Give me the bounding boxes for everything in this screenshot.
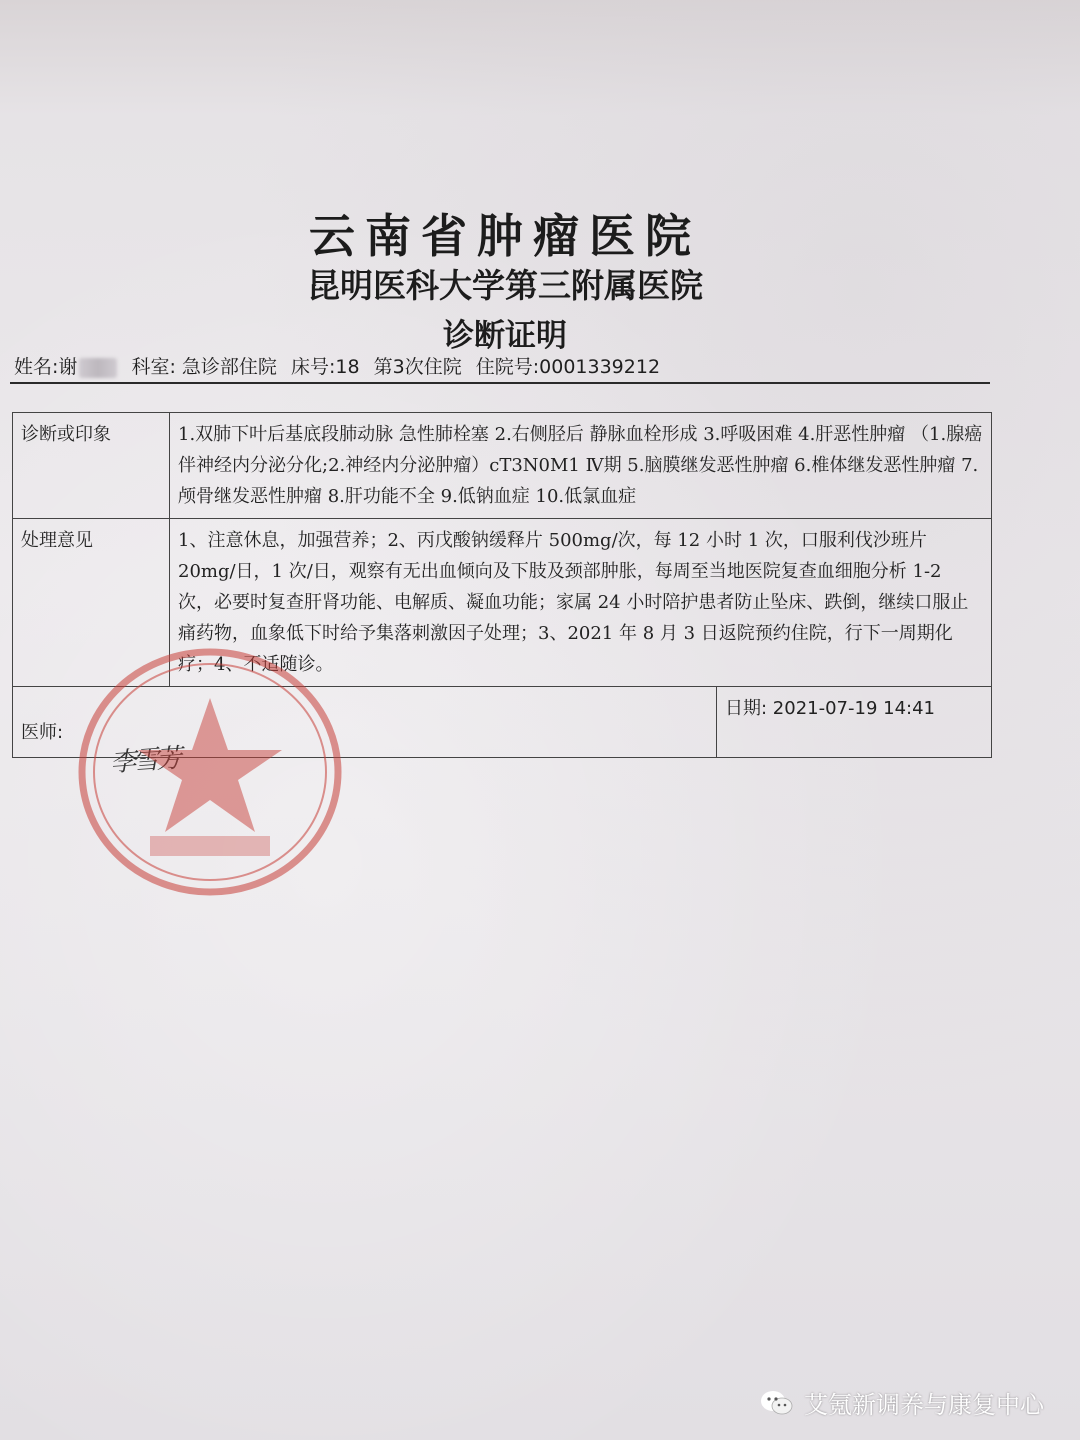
admission-count: 第3次住院 (373, 356, 462, 378)
hospital-seal-stamp (70, 640, 350, 905)
sign-date: 日期: 2021-07-19 14:41 (725, 698, 935, 719)
university-hospital-title: 昆明医科大学第三附属医院 (307, 266, 703, 305)
patient-info-line (14, 352, 668, 379)
diagnosis-text: 1.双肺下叶后基底段肺动脉 急性肺栓塞 2.右侧胫后 静脉血栓形成 3.呼吸困难 4.肝恶性肿瘤 （1.腺癌伴神经内分泌分化;2.神经内分泌肿瘤）cT3N0M1 Ⅳ期 5.脑膜继发恶性肿瘤 6.椎体继发恶性肿瘤 7.颅骨继发恶性肿瘤 8.肝功能不全 9.低钠血症 10.低氯血症 (170, 413, 992, 519)
department: 科室: 急诊部住院 (131, 356, 277, 378)
watermark-text: 艾氪新调养与康复中心 (804, 1391, 1044, 1419)
date-cell (716, 687, 991, 757)
diagnosis-label: 诊断或印象 (13, 413, 170, 519)
patient-name: 谢 (58, 356, 78, 378)
watermark (760, 1385, 1044, 1420)
redacted-name-blur (79, 358, 117, 378)
wechat-icon (760, 1389, 794, 1417)
header-divider (10, 382, 990, 384)
admission-number: 住院号:0001339212 (475, 356, 661, 378)
doctor-label: 医师: (21, 722, 64, 743)
treatment-label: 处理意见 (13, 519, 170, 687)
doctor-signature: 李雪芳 (109, 743, 181, 779)
hospital-title: 云南省肿瘤医院 (309, 209, 701, 263)
patient-name-label: 姓名: (14, 356, 59, 378)
treatment-text: 1、注意休息，加强营养；2、丙戊酸钠缓释片 500mg/次，每 12 小时 1 次，口服利伐沙班片 20mg/日，1 次/日，观察有无出血倾向及下肢及颈部肿胀，每周至当地医院复查血细胞分析 1-2 次，必要时复查肝肾功能、电解质、凝血功能；家属 24 小时陪护患者防止坠床、跌倒，继续口服止痛药物，血象低下时给予集落刺激因子处理；3、2021 年 8 月 3 日返院预约住院，行下一周期化疗；4、不适随诊。 (170, 519, 992, 687)
diagnosis-row (13, 413, 992, 519)
bed-number: 床号:18 (290, 356, 360, 378)
document-title: 诊断证明 (443, 318, 567, 354)
